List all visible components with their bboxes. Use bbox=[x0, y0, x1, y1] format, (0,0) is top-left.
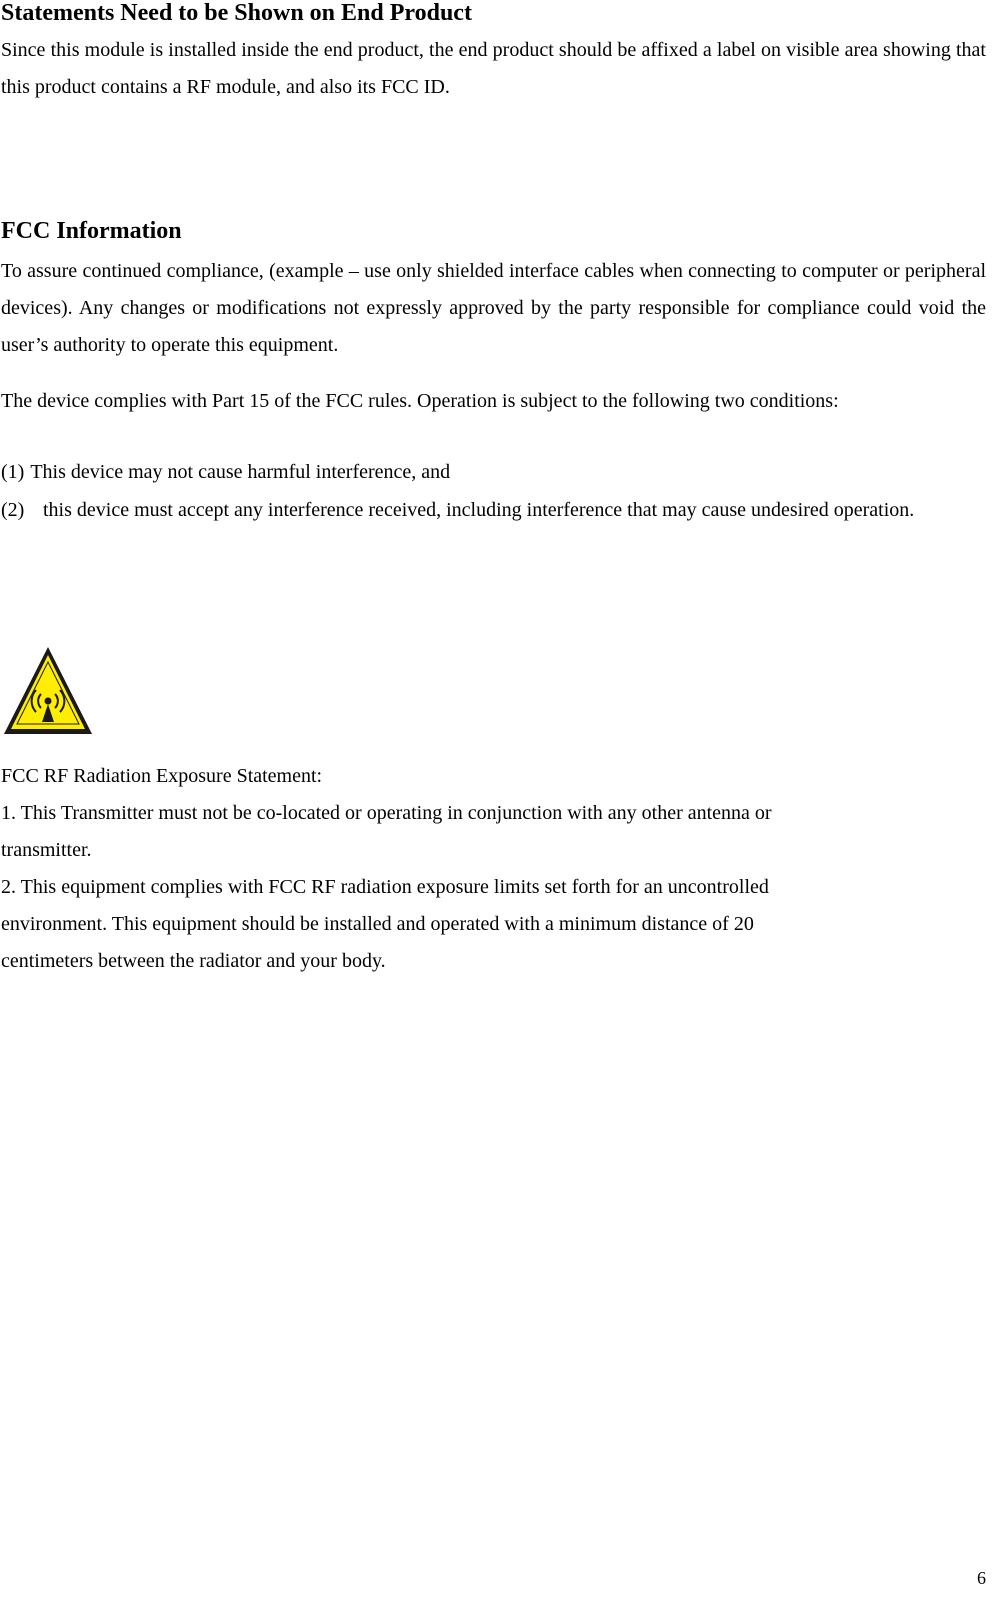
rf-item-2-line-1: 2. This equipment complies with FCC RF radiation exposure limits set forth for an uncontrolled bbox=[1, 876, 769, 898]
condition-number: (2) bbox=[1, 499, 25, 521]
condition-item-1 bbox=[1, 454, 986, 491]
condition-text-content: this device must accept any interference received, including interference that may cause undesired operation. bbox=[43, 499, 915, 521]
fcc-part15-paragraph: The device complies with Part 15 of the FCC rules. Operation is subject to the following two conditions: bbox=[1, 390, 839, 412]
rf-item-1-line-2: transmitter. bbox=[1, 839, 92, 861]
condition-text: This device may not cause harmful interference, and bbox=[30, 461, 451, 483]
rf-item-1-line-1: 1. This Transmitter must not be co-located or operating in conjunction with any other antenna or bbox=[1, 802, 772, 824]
section-title-end-product: Statements Need to be Shown on End Product bbox=[1, 0, 472, 26]
condition-item-2 bbox=[1, 492, 986, 529]
condition-text bbox=[43, 492, 986, 529]
end-product-paragraph: Since this module is installed inside the end product, the end product should be affixed a label on visible area showing that this product contains a RF module, and also its FCC ID. bbox=[1, 39, 986, 98]
condition-number: (1) bbox=[1, 461, 25, 483]
rf-statement-heading: FCC RF Radiation Exposure Statement: bbox=[1, 765, 323, 787]
page-number: 6 bbox=[977, 1568, 986, 1588]
rf-item-2-line-2: environment. This equipment should be installed and operated with a minimum distance of 20 bbox=[1, 913, 754, 935]
rf-item-2-line-3: centimeters between the radiator and your body. bbox=[1, 950, 386, 972]
section-title-fcc-information: FCC Information bbox=[1, 218, 182, 244]
fcc-compliance-paragraph: To assure continued compliance, (example – use only shielded interface cables when connecting to computer or peripheral devices). Any changes or modifications not expressly approved by the party responsible for compliance could void the user’s authority to operate this equipment. bbox=[1, 260, 986, 356]
radiation-warning-icon bbox=[1, 644, 95, 738]
